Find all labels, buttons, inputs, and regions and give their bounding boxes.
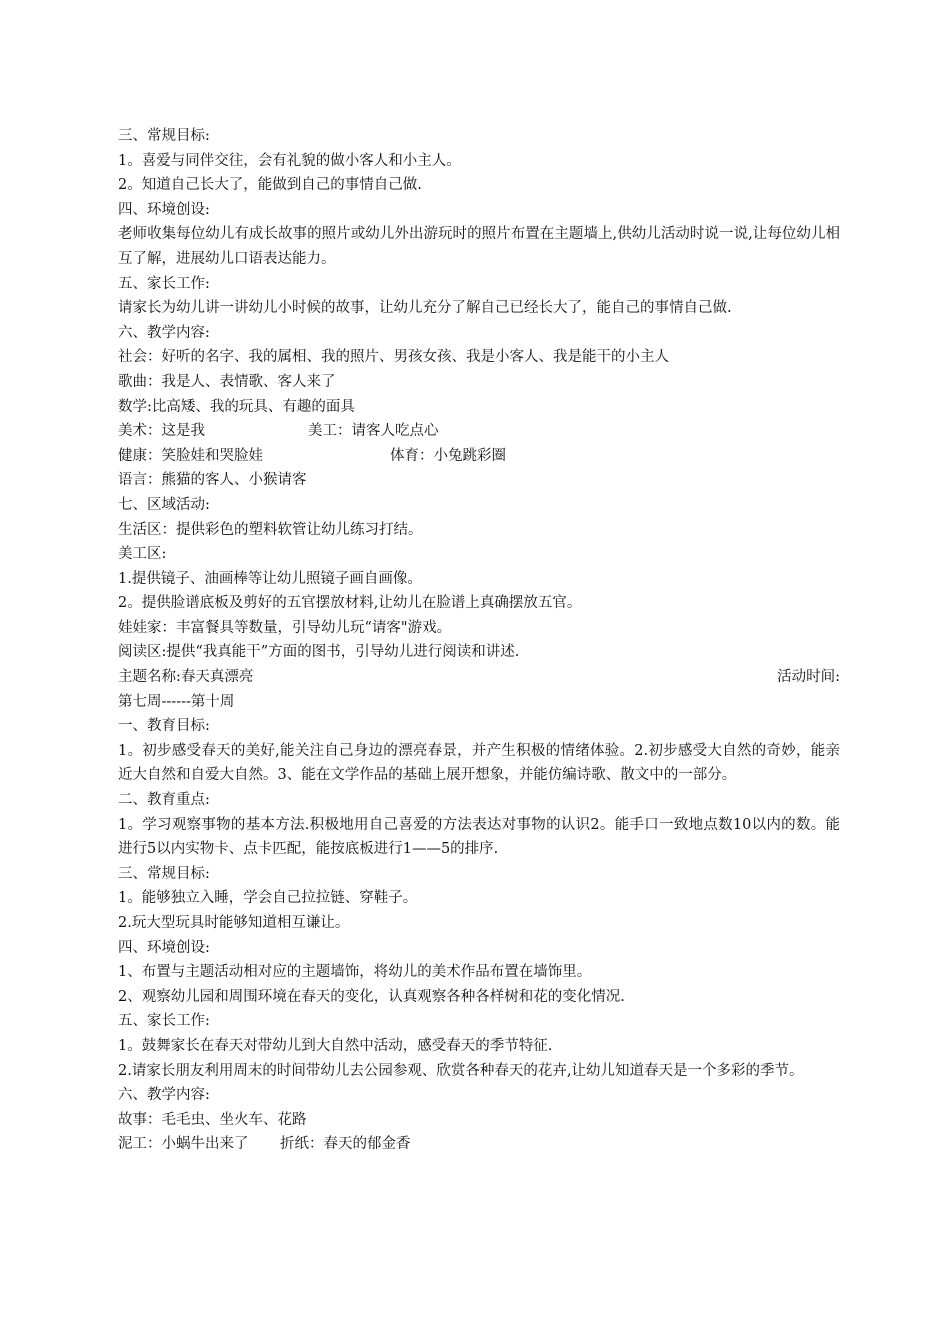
line-right: 美工：请客人吃点心 [308,423,439,440]
paragraph-line: 故事：毛毛虫、坐火车、花路 [118,1111,307,1128]
paragraph: 2.请家长朋友利用周末的时间带幼儿去公园参观、欣赏各种春天的花卉,让幼儿知道春天是一个多彩的季节。 [118,1062,804,1079]
line-right: 体育：小兔跳彩圈 [390,447,506,464]
theme-name: 主题名称:春天真漂亮 [118,669,254,686]
paragraph-line: 1、布置与主题活动相对应的主题墙饰，将幼儿的美术作品布置在墙饰里。 [118,964,592,981]
paired-line [118,1132,840,1157]
section-heading: 四、环境创设: [118,201,210,218]
section-heading: 七、区域活动: [118,496,210,513]
paragraph-line: 美工区: [118,546,167,563]
paragraph-line: 请家长为幼儿讲一讲幼儿小时候的故事，让幼儿充分了解自己已经长大了，能自己的事情自己做. [118,300,732,317]
line-right: 折纸：春天的郁金香 [280,1136,411,1153]
paragraph-line: 社会：好听的名字、我的属相、我的照片、男孩女孩、我是小客人、我是能干的小主人 [118,349,669,366]
paragraph-line: 数学:比高矮、我的玩具、有趣的面具 [118,398,355,415]
paired-line [118,419,840,444]
section-heading: 六、教学内容: [118,324,210,341]
paragraph-line: 阅读区:提供“我真能干”方面的图书，引导幼儿进行阅读和讲述. [118,644,520,661]
line-left: 美术：这是我 [118,423,205,440]
paragraph-line: 2。提供脸谱底板及剪好的五官摆放材料,让幼儿在脸谱上真确摆放五官。 [118,595,582,612]
paragraph-line: 1。鼓舞家长在春天对带幼儿到大自然中活动，感受春天的季节特征. [118,1037,553,1054]
section-heading: 六、教学内容: [118,1087,210,1104]
section-heading: 二、教育重点: [118,792,210,809]
activity-time-label: 活动时间: [777,669,840,686]
section-heading: 四、环境创设: [118,939,210,956]
paragraph-line: 语言：熊猫的客人、小猴请客 [118,472,307,489]
paragraph-line: 2、观察幼儿园和周围环境在春天的变化，认真观察各种各样树和花的变化情况. [118,988,625,1005]
paragraph-line: 2。知道自己长大了，能做到自己的事情自己做. [118,177,422,194]
activity-time-range: 第七周------第十周 [118,693,235,710]
theme-title-line [118,665,840,690]
section-heading: 一、教育目标: [118,718,210,735]
section-heading: 五、家长工作: [118,1013,210,1030]
paragraph-line: 娃娃家：丰富餐具等数量，引导幼儿玩“请客"游戏。 [118,619,452,636]
section-heading: 五、家长工作: [118,275,210,292]
line-left: 泥工：小蜗牛出来了 [118,1136,249,1153]
paired-line [118,444,840,469]
line-left: 健康：笑脸娃和哭脸娃 [118,447,263,464]
section-heading: 三、常规目标: [118,865,210,882]
paragraph-line: 1。喜爱与同伴交往，会有礼貌的做小客人和小主人。 [118,152,461,169]
paragraph-line: 生活区：提供彩色的塑料软管让幼儿练习打结。 [118,521,423,538]
paragraph: 1。初步感受春天的美好,能关注自己身边的漂亮春景，并产生积极的情绪体验。2.初步感受大自然的奇妙，能亲近大自然和自爱大自然。3、能在文学作品的基础上展开想象，并能仿编诗歌、散文中的一部分。 [118,742,840,784]
paragraph-line: 1。能够独立入睡，学会自己拉拉链、穿鞋子。 [118,890,418,907]
paragraph-line: 2.玩大型玩具时能够知道相互谦让。 [118,915,350,931]
paragraph: 1。学习观察事物的基本方法.积极地用自己喜爱的方法表达对事物的认识2。能手口一致地点数10以内的数。能进行5以内实物卡、点卡匹配，能按底板进行1——5的排序. [118,816,840,858]
section-heading: 三、常规目标: [118,128,210,144]
paragraph-line: 1.提供镜子、油画棒等让幼儿照镜子画自画像。 [118,570,422,587]
paragraph: 老师收集每位幼儿有成长故事的照片或幼儿外出游玩时的照片布置在主题墙上,供幼儿活动时说一说,让每位幼儿相互了解，进展幼儿口语表达能力。 [118,226,840,267]
paragraph-line: 歌曲：我是人、表情歌、客人来了 [118,373,336,390]
document-page [118,124,840,1157]
